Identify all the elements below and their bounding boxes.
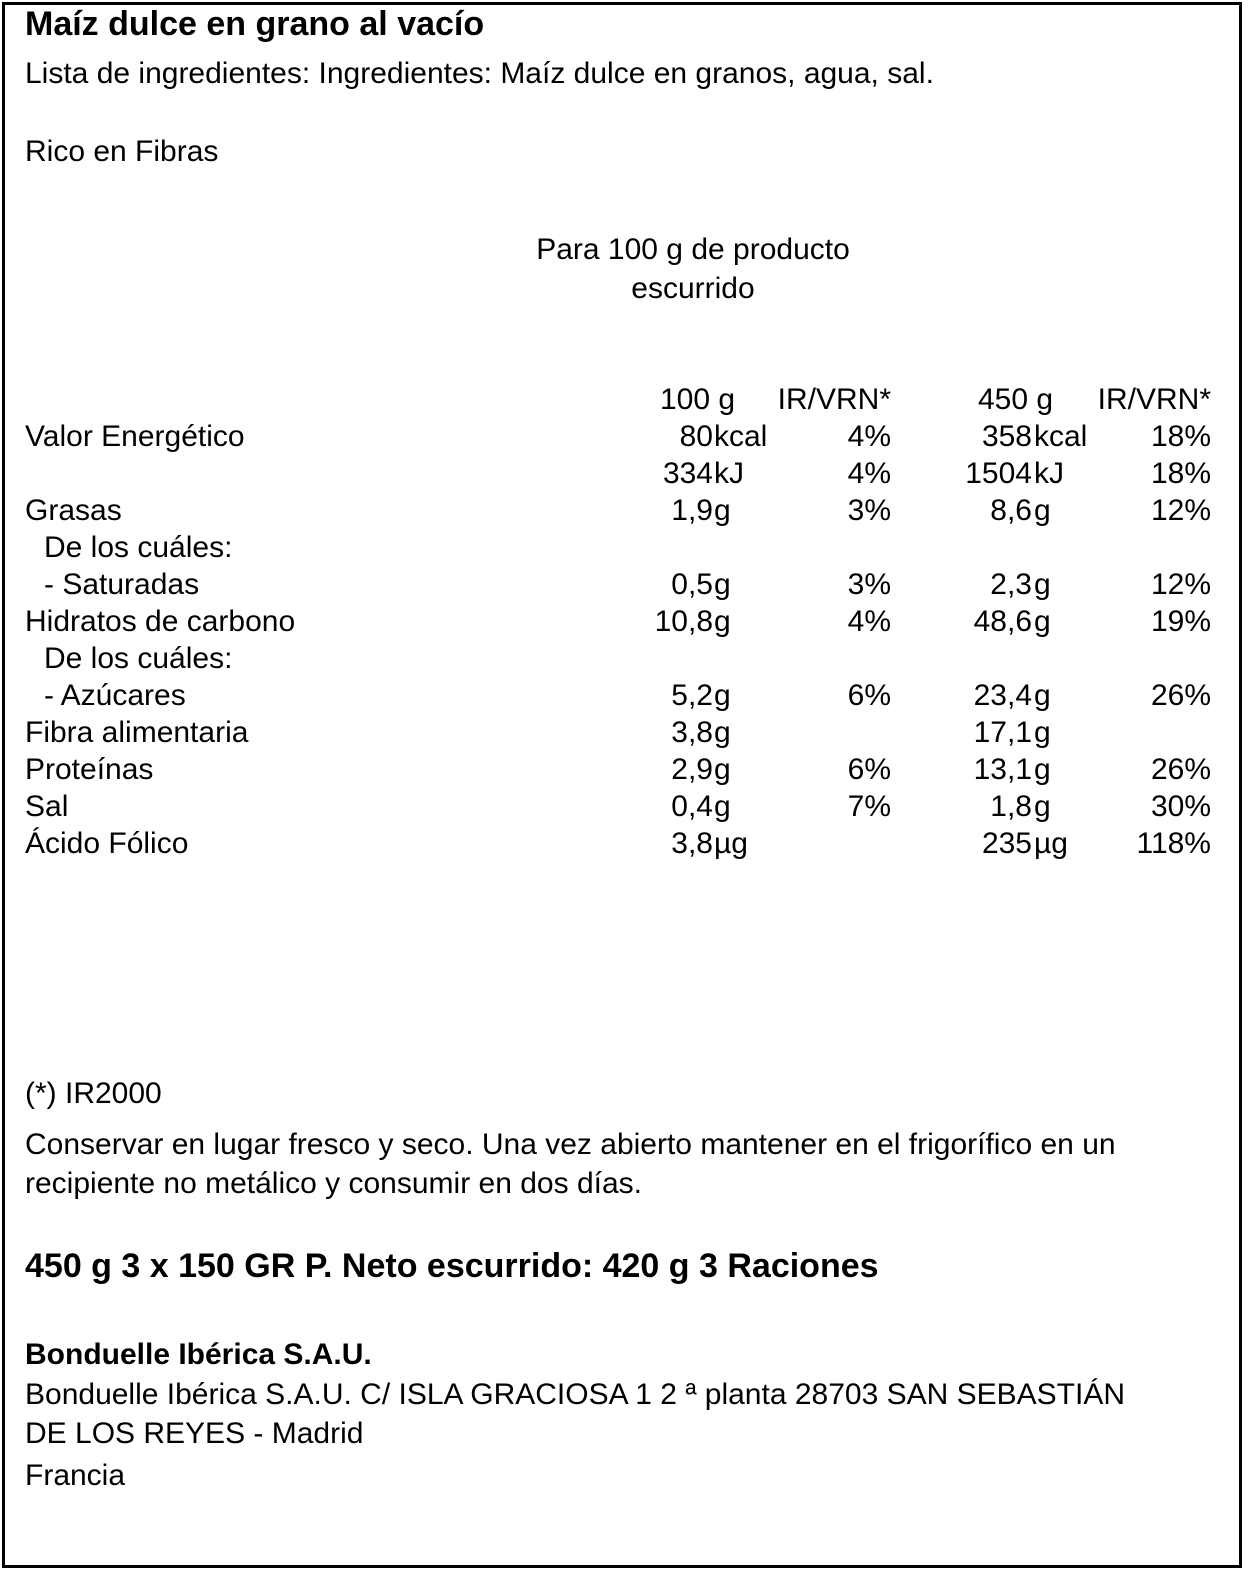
net-weight: 450 g 3 x 150 GR P. Neto escurrido: 420 g 3 Raciones (25, 1247, 879, 1285)
unit-100g-salt: g (714, 790, 731, 823)
ir-450g-folic-acid: 118% (1136, 827, 1211, 860)
unit-100g-sugars: g (714, 679, 731, 712)
product-title: Maíz dulce en grano al vacío (25, 5, 485, 43)
ir-100g-fat: 3% (847, 494, 891, 527)
ir-450g-protein: 26% (1150, 753, 1211, 786)
unit-450g-carbs: g (1034, 605, 1051, 638)
column-header-450g: 450 g (978, 383, 1054, 416)
value-450g-folic-acid: 235 (981, 827, 1032, 860)
value-100g-fiber: 3,8 (671, 716, 713, 749)
unit-450g-fat: g (1034, 494, 1051, 527)
value-450g-salt: 1,8 (990, 790, 1032, 823)
unit-100g-fiber: g (714, 716, 731, 749)
nutrient-label-salt: Sal (25, 790, 69, 823)
nutrition-heading-line1: Para 100 g de producto (536, 233, 850, 266)
ir-450g-sugars: 26% (1150, 679, 1211, 712)
nutrient-sublabel-fat: De los cuáles: (44, 531, 233, 564)
storage-instructions-line1: Conservar en lugar fresco y seco. Una vez abierto mantener en el frigorífico en un (25, 1128, 1116, 1161)
ingredients-list: Lista de ingredientes: Ingredientes: Maíz dulce en granos, agua, sal. (25, 57, 934, 90)
unit-100g-saturated: g (714, 568, 731, 601)
ir-100g-sugars: 6% (847, 679, 891, 712)
nutrient-label-folic-acid: Ácido Fólico (25, 827, 189, 860)
unit-450g-sugars: g (1034, 679, 1051, 712)
value-450g-energy-kcal: 358 (981, 420, 1032, 453)
unit-100g-fat: g (714, 494, 731, 527)
value-100g-carbs: 10,8 (654, 605, 713, 638)
value-100g-energy-kcal: 80 (679, 420, 713, 453)
value-450g-fat: 8,6 (990, 494, 1032, 527)
nutrient-label-energy: Valor Energético (25, 420, 245, 453)
unit-450g-fiber: g (1034, 716, 1051, 749)
unit-450g-salt: g (1034, 790, 1051, 823)
value-100g-energy-kj: 334 (662, 457, 713, 490)
unit-450g-energy-kcal: kcal (1034, 420, 1088, 453)
ir-100g-carbs: 4% (847, 605, 891, 638)
unit-100g-energy-kj: kJ (714, 457, 744, 490)
value-450g-fiber: 17,1 (973, 716, 1032, 749)
value-100g-salt: 0,4 (671, 790, 713, 823)
unit-100g-energy-kcal: kcal (714, 420, 768, 453)
value-450g-energy-kj: 1504 (965, 457, 1032, 490)
ir-100g-energy-kcal: 4% (847, 420, 891, 453)
ir-450g-carbs: 19% (1150, 605, 1211, 638)
unit-450g-energy-kj: kJ (1034, 457, 1064, 490)
value-100g-sugars: 5,2 (671, 679, 713, 712)
nutrient-label-protein: Proteínas (25, 753, 154, 786)
unit-100g-folic-acid: µg (714, 827, 748, 860)
unit-100g-protein: g (714, 753, 731, 786)
ir-450g-energy-kcal: 18% (1150, 420, 1211, 453)
ir-450g-saturated: 12% (1150, 568, 1211, 601)
nutrition-claim: Rico en Fibras (25, 135, 219, 168)
storage-instructions-line2: recipiente no metálico y consumir en dos días. (25, 1167, 642, 1200)
value-450g-carbs: 48,6 (973, 605, 1032, 638)
country-of-origin: Francia (25, 1459, 126, 1492)
unit-450g-protein: g (1034, 753, 1051, 786)
value-100g-protein: 2,9 (671, 753, 713, 786)
unit-100g-carbs: g (714, 605, 731, 638)
value-450g-sugars: 23,4 (973, 679, 1032, 712)
value-100g-saturated: 0,5 (671, 568, 713, 601)
unit-450g-folic-acid: µg (1034, 827, 1068, 860)
value-450g-saturated: 2,3 (990, 568, 1032, 601)
column-header-ir-450g: IR/VRN* (1097, 383, 1211, 416)
company-name: Bonduelle Ibérica S.A.U. (25, 1338, 372, 1371)
ir-450g-energy-kj: 18% (1150, 457, 1211, 490)
ir-450g-salt: 30% (1150, 790, 1211, 823)
ir-100g-protein: 6% (847, 753, 891, 786)
nutrient-label-carbs: Hidratos de carbono (25, 605, 296, 638)
value-100g-folic-acid: 3,8 (671, 827, 713, 860)
nutrient-label-fat: Grasas (25, 494, 122, 527)
nutrient-sublabel-carbs: De los cuáles: (44, 642, 233, 675)
company-address-line2: DE LOS REYES - Madrid (25, 1417, 364, 1450)
ir-450g-fat: 12% (1150, 494, 1211, 527)
column-header-ir-100g: IR/VRN* (777, 383, 891, 416)
ir-100g-salt: 7% (847, 790, 891, 823)
ir-100g-saturated: 3% (847, 568, 891, 601)
nutrient-label-sugars: - Azúcares (44, 679, 186, 712)
nutrient-label-saturated: - Saturadas (44, 568, 200, 601)
nutrient-label-fiber: Fibra alimentaria (25, 716, 249, 749)
nutrition-heading-line2: escurrido (631, 272, 755, 305)
unit-450g-saturated: g (1034, 568, 1051, 601)
value-450g-protein: 13,1 (973, 753, 1032, 786)
footnote: (*) IR2000 (25, 1077, 162, 1110)
company-address-line1: Bonduelle Ibérica S.A.U. C/ ISLA GRACIOSA 1 2 ª planta 28703 SAN SEBASTIÁN (25, 1378, 1125, 1411)
column-header-100g: 100 g (660, 383, 736, 416)
value-100g-fat: 1,9 (671, 494, 713, 527)
ir-100g-energy-kj: 4% (847, 457, 891, 490)
